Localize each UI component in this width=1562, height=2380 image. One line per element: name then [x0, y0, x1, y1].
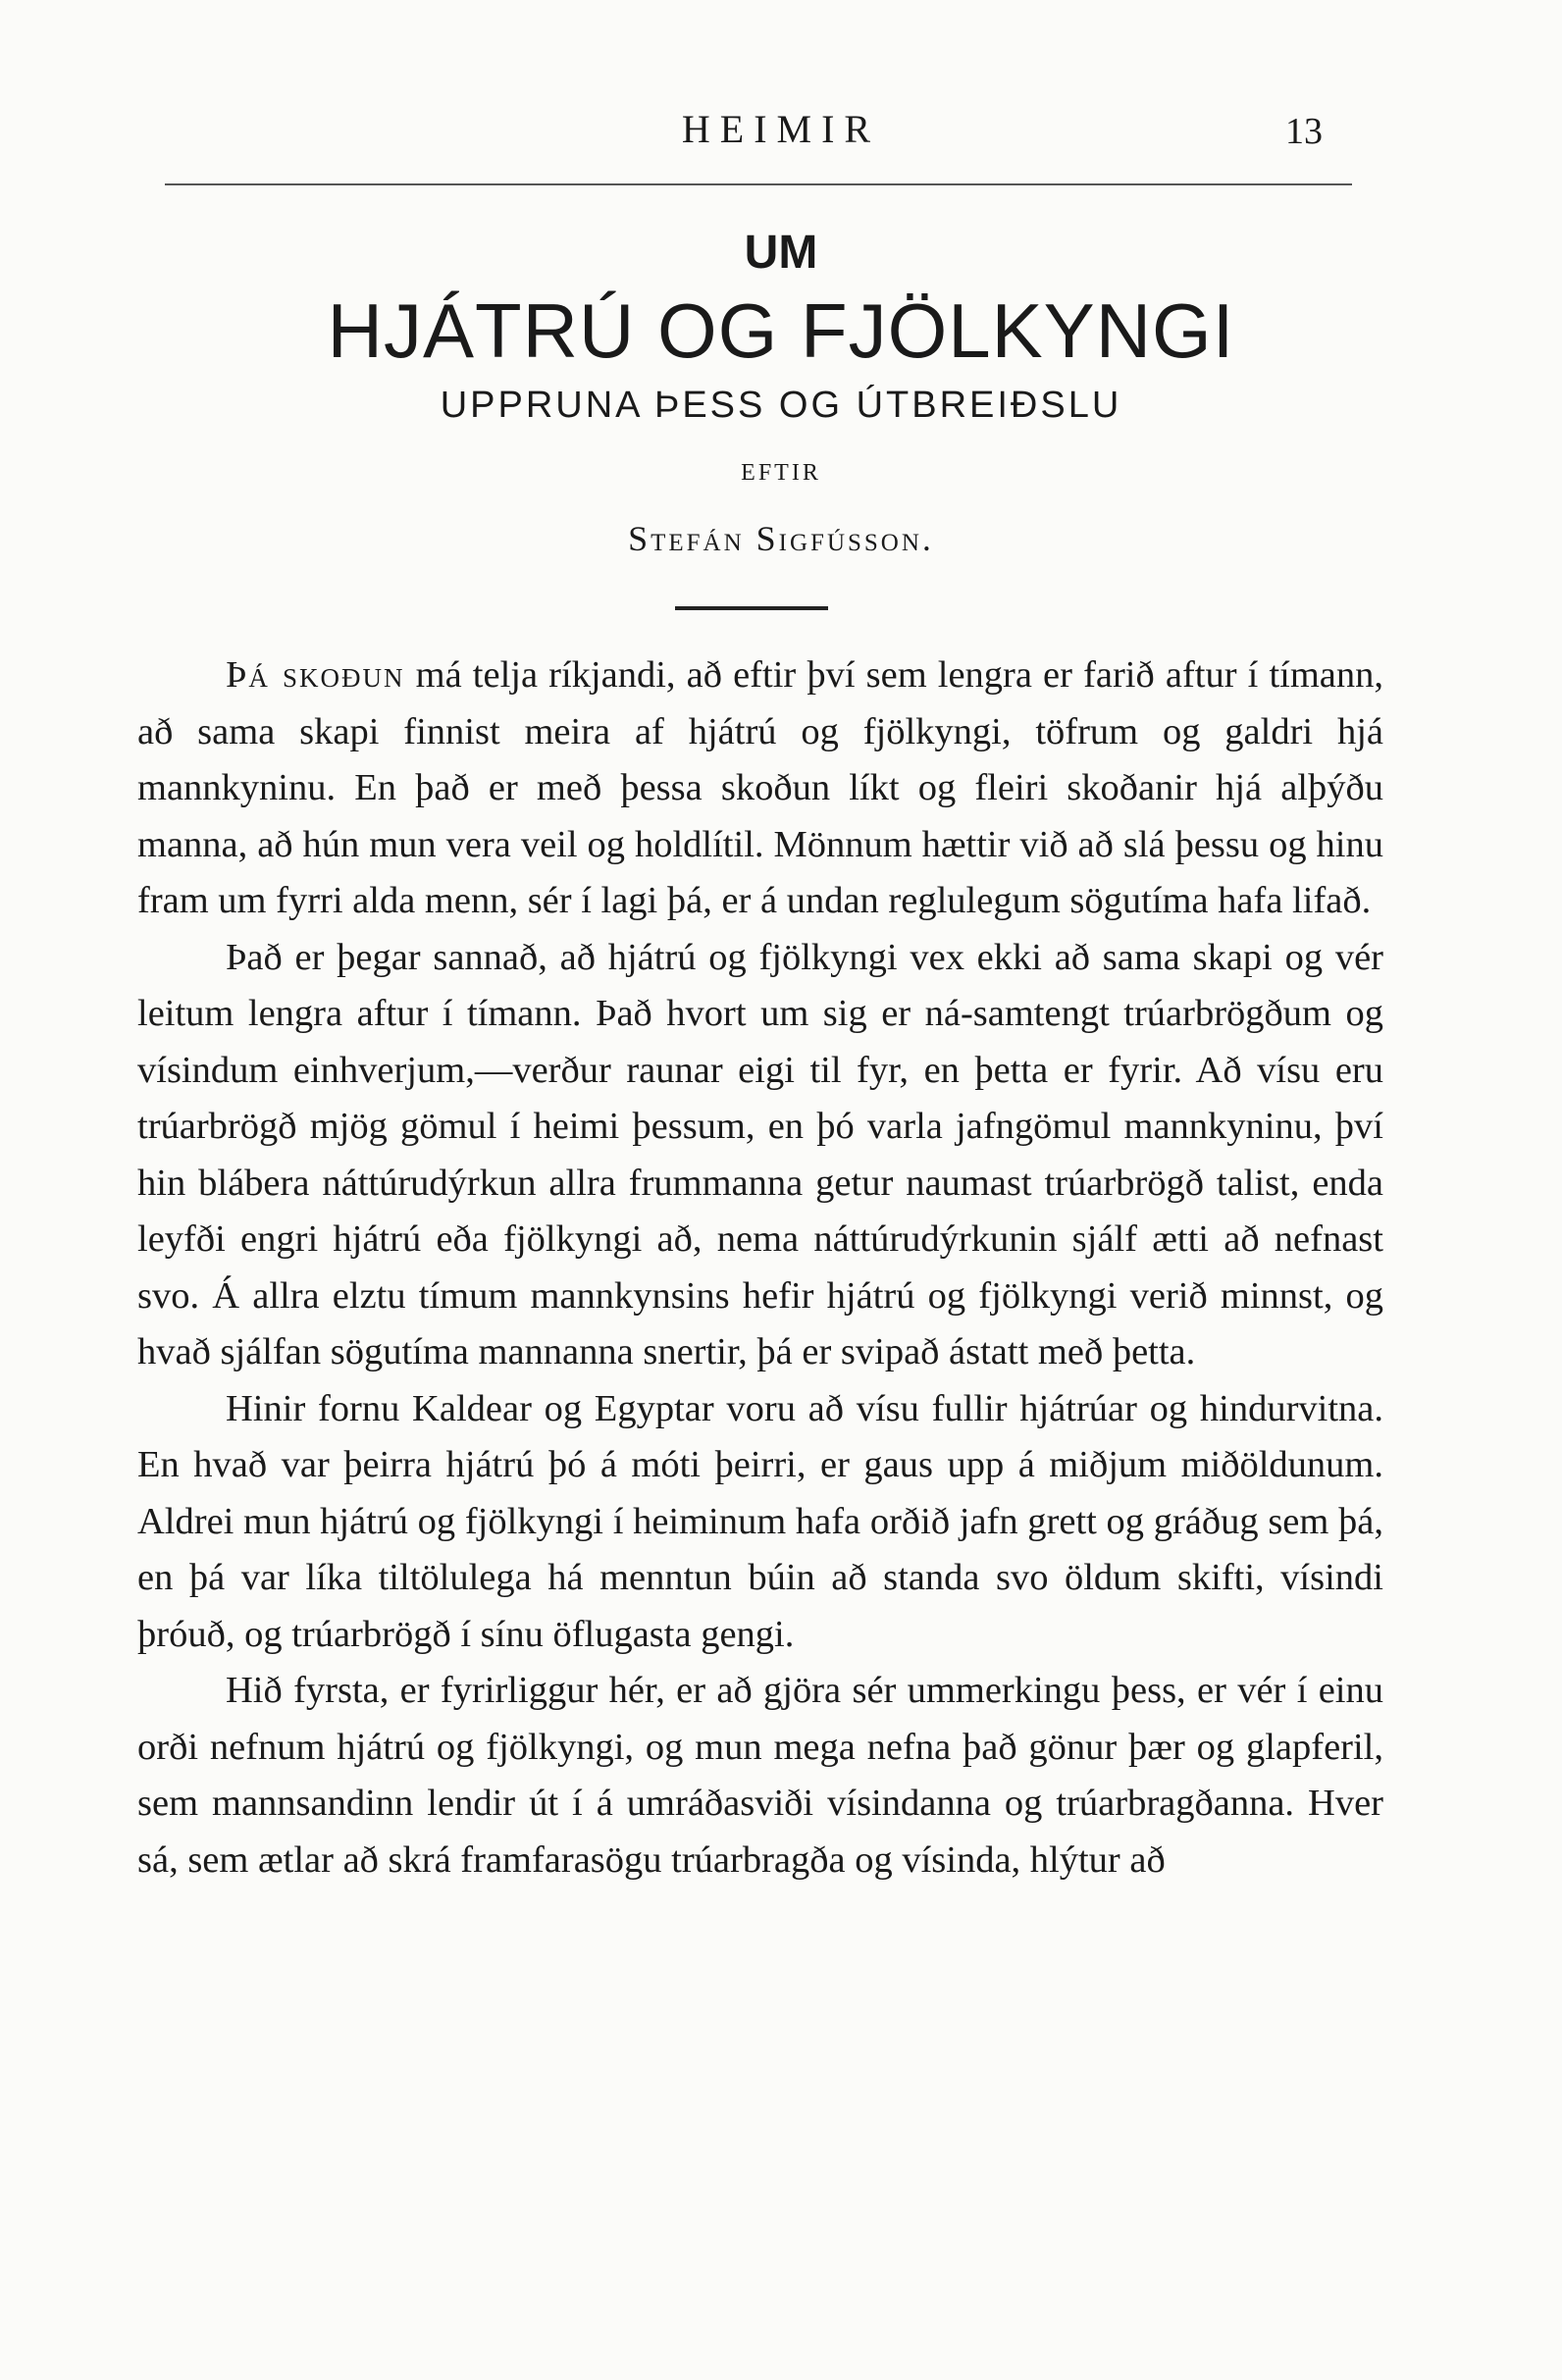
running-head: [0, 106, 1562, 155]
paragraph-3: Hinir fornu Kaldear og Egyptar voru að vísu fullir hjátrúar og hindurvitna. En hvað var þeirra hjátrú þó á móti þeirri, er gaus upp á miðjum miðöldunum. Aldrei mun hjátrú og fjölkyngi í heiminum hafa orðið jafn grett og gráðug sem þá, en þá var líka tiltölulega há menntun búin að standa svo öldum skifti, vísindi þróuð, og trúarbrögð í sínu öflugasta gengi.: [137, 1387, 1383, 1655]
paragraph-lead: Þá skoðun: [226, 654, 405, 696]
title-prefix: UM: [744, 227, 818, 279]
article-title: HJÁTRÚ OG FJÖLKYNGI: [327, 287, 1235, 374]
header-rule: [165, 183, 1352, 185]
paragraph-text: má telja ríkjandi, að eftir því sem lengra er farið aftur í tímann, að sama skapi finnist meira af hjátrú og fjölkyngi, töfrum og galdri hjá mannkyninu. En það er með þessa skoðun líkt og fleiri skoðanir hjá alþýðu manna, að hún mun vera veil og holdlítil. Mönnum hættir við að slá þessu og hinu fram um fyrri alda menn, sér í lagi þá, er á undan reglulegum sögutíma hafa lifað.: [137, 654, 1383, 921]
article-body: [137, 647, 1383, 1888]
paragraph-4: Hið fyrsta, er fyrirliggur hér, er að gjöra sér ummerkingu þess, er vér í einu orði nefnum hjátrú og fjölkyngi, og mun mega nefna það gönur þær og glapferil, sem mannsandinn lendir út í á umráðasviði vísindanna og trúarbragðanna. Hver sá, sem ætlar að skrá framfarasögu trúarbragða og vísinda, hlýtur að: [137, 1670, 1383, 1881]
page-number: 13: [1285, 111, 1323, 152]
paragraph-1: [137, 647, 1383, 930]
article-subtitle: UPPRUNA ÞESS OG ÚTBREIÐSLU: [440, 385, 1122, 426]
title-divider: [675, 606, 828, 610]
byline-label: EFTIR: [741, 460, 821, 486]
author-name: Stefán Sigfússon.: [628, 519, 934, 558]
paragraph-2: Það er þegar sannað, að hjátrú og fjölkyngi vex ekki að sama skapi og vér leitum lengra aftur í tímann. Það hvort um sig er ná-samtengt trúarbrögðum og vísindum einhverjum,—verður raunar eigi til fyr, en þetta er fyrir. Að vísu eru trúarbrögð mjög gömul í heimi þessum, en þó varla jafngömul mannkyninu, því hin blábera náttúrudýrkun allra frummanna getur naumast trúarbrögð talist, enda leyfði engri hjátrú eða fjölkyngi að, nema náttúrudýrkunin sjálf ætti að nefnast svo. Á allra elztu tímum mannkynsins hefir hjátrú og fjölkyngi verið minnst, og hvað sjálfan sögutíma mannanna snertir, þá er svipað ástatt með þetta.: [137, 936, 1383, 1372]
running-title: HEIMIR: [681, 107, 881, 151]
